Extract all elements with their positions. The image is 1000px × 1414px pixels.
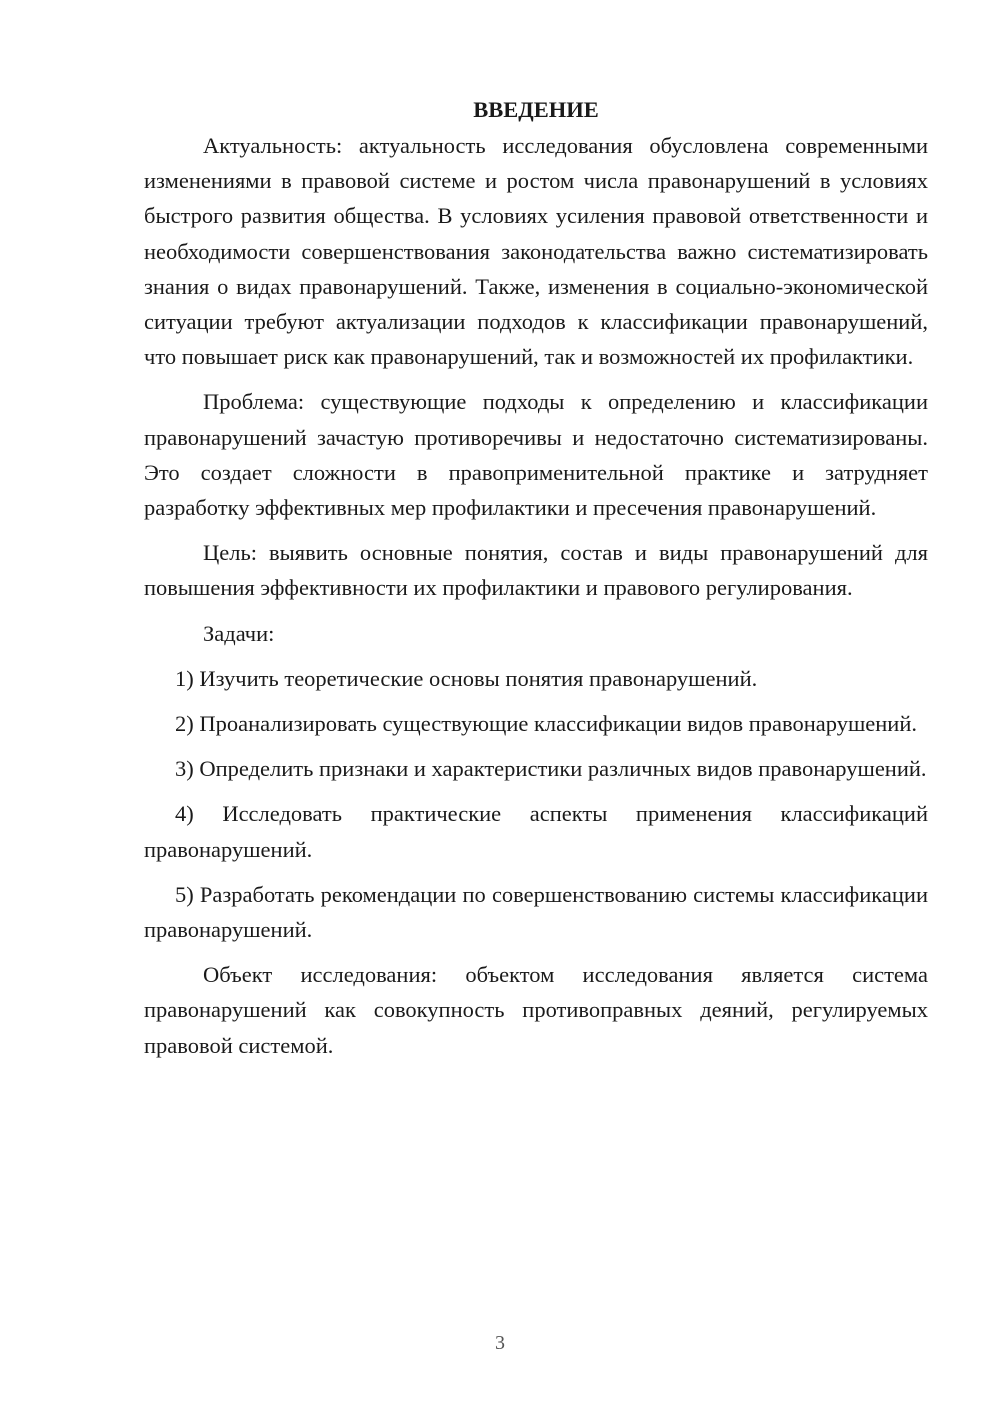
- document-page: [144, 92, 928, 1073]
- problem-paragraph: Проблема: существующие подходы к определению и классификации правонарушений зачастую противоречивы и недостаточно систематизированы. Это создает сложности в правоприменительной практике и затрудняет разработку эффективных мер профилактики и пресечения правонарушений.: [144, 389, 928, 521]
- goal-paragraph: Цель: выявить основные понятия, состав и виды правонарушений для повышения эффективности их профилактики и правового регулирования.: [144, 540, 928, 601]
- page-number: 3: [495, 1332, 505, 1354]
- tasks-list: [144, 661, 928, 947]
- task-item: 5) Разработать рекомендации по совершенствованию системы классификации правонарушений.: [144, 881, 928, 943]
- task-item: 2) Проанализировать существующие классификации видов правонарушений.: [175, 711, 918, 737]
- task-item: 3) Определить признаки и характеристики различных видов правонарушений.: [175, 756, 927, 782]
- tasks-label: Задачи:: [203, 620, 275, 646]
- task-item: 1) Изучить теоретические основы понятия правонарушений.: [175, 665, 758, 691]
- section-heading: ВВЕДЕНИЕ: [473, 97, 599, 122]
- relevance-paragraph: Актуальность: актуальность исследования обусловлена современными изменениями в правовой системе и ростом числа правонарушений в условиях быстрого развития общества. В условиях усиления правовой ответственности и необходимости совершенствования законодательства важно систематизировать знания о видах правонарушений. Также, изменения в социально-экономической ситуации требуют актуализации подходов к классификации правонарушений, что повышает риск как правонарушений, так и возможностей их профилактики.: [144, 133, 928, 370]
- task-item: 4) Исследовать практические аспекты применения классификаций правонарушений.: [144, 801, 928, 862]
- object-paragraph: Объект исследования: объектом исследования является система правонарушений как совокупность противоправных деяний, регулируемых правовой системой.: [144, 962, 928, 1058]
